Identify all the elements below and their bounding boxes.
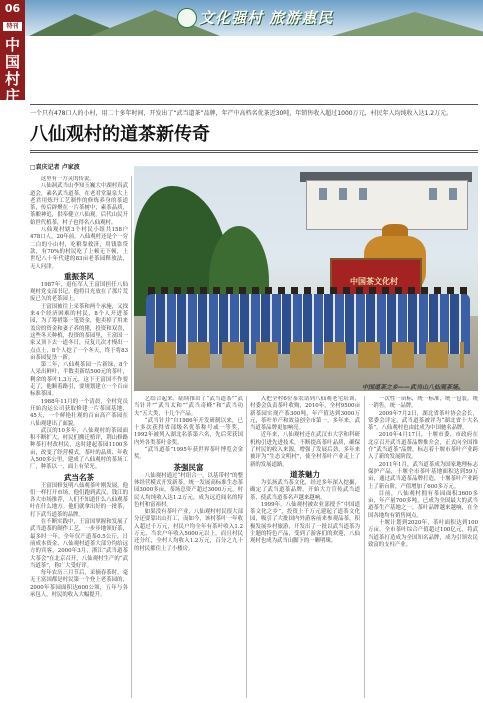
subheading: 武当名茶 bbox=[64, 472, 94, 482]
lead-summary: 一个只有478口人的小村，用二十多年时间，开发出了“武当道茶”品牌，年产中高档名优茶近30吨，年销售收入超过1000万元，村民年人均纯收入达1.2万元。 bbox=[30, 110, 453, 117]
paragraph: 如果没有茶叶产业，八仙观村村民很大部分还要靠出山打工，而如今，该村茶叶一年收入超过千万元，村民户均全年有茶叶收入1.2万元，当农户年收入5000元以上，而且村民还分红，全村人均收入1.2万元，百分之九十的村民都住上了小楼房。 bbox=[134, 509, 243, 552]
paragraph: 王富国修复明八仙观茶叶刚发展，他们一样打开市场，他们跑到武汉、钱江的各大市场推荐，人们不知道什么八仙观茶叶在什么地方。他们就拿出好的一批茶，打下武当道茶的品牌。 bbox=[30, 482, 128, 518]
subheading: 茶强民富 bbox=[173, 462, 204, 472]
paragraph: 1988年11月的一个清晨，全村党员开始沟运公司获取修建一片茶园基地，45天，一个鲜艳壮观的百亩高产茶园在八仙观建出了面貌。 bbox=[30, 398, 128, 427]
banner-title: 文化强村 旅游惠民 bbox=[199, 9, 334, 27]
paragraph: 八仙观村辖3个村民小组共158户478口人，20年前，八仙观村还是个一穷二白的小山村，吃粮靠救济，用钱靠贷款，有70%的村民吃了上顿无下顿，上世纪八十年代建的83亩老茶园释放法，无人问津。 bbox=[30, 227, 128, 270]
subheading: 道茶魅力 bbox=[290, 469, 320, 479]
paragraph: 十堰计划到2020年，茶叶面积达到100万亩，全市茶叶综合产值超过100亿元，将武当道茶打造成为全国知名品牌，成为引领农民致富的支柱产业。 bbox=[368, 520, 478, 548]
paragraph: 目前，八仙观村拥有茶园面积3600多亩，年产量700多吨，已成为全国最大的武当道茶生产基地之一，茶叶品牌越来越响，在全国各地均有销售网点。 bbox=[368, 490, 478, 519]
photo-window bbox=[449, 188, 457, 200]
paragraph: 2010年4月17日，十堰市委、市政府在北京召开武当道茶品牌推介会，正式向全国推介“武当道茶”品牌，标志着十堰市茶叶产业跨入了新的发展阶段。 bbox=[368, 432, 478, 461]
column-divider bbox=[246, 396, 247, 698]
byline: □袁庆记者 卢家波 bbox=[30, 164, 80, 171]
paragraph: 近年来，八仙观村还在武汉市大学和科研机构引进先进技术，不断提高茶叶品质，确保了村民的收入来源，增强了发展后劲，多年来被评为“生态文明村”，使全村茶叶产业走上了新的发展道路。 bbox=[250, 432, 360, 468]
text-column-3 bbox=[250, 396, 360, 698]
article-photo bbox=[134, 166, 478, 391]
banner-mountain-right bbox=[325, 12, 483, 36]
paragraph: 八仙观村通过“村组合一，以基带村”的整体经营模式开发新茶，统一发展高标准生态茶园3000多亩，茶场总资产超过3000万元，村民人均纯收入达1.2万元，成为远近闻名的特色村和富裕村。 bbox=[134, 472, 243, 508]
photo-sign-text: 中国茶文化村 bbox=[350, 276, 398, 286]
banner-logo-icon bbox=[177, 8, 197, 28]
photo-building bbox=[306, 180, 468, 230]
paragraph: 王富国被往上采茶和两个承施，又找来4个经济困难的村民，8个人开进茶园，为了筹措第一笔资金，他卖掉了用来盖房的资金和妻子养的猪，投资和双喜，这些冬天种植，投资的茶园里，王富国一家又顶下去一道冬日，反复几次才慢出一点点土，8个人挖了一个冬天，终于将83亩茶园复垦一新。 bbox=[30, 303, 128, 361]
subheading: 重振茶风 bbox=[64, 271, 94, 281]
text-column-4 bbox=[368, 396, 478, 698]
page-number: 06 bbox=[4, 2, 21, 15]
text-column-1 bbox=[30, 176, 128, 698]
photo-window bbox=[429, 188, 437, 200]
column-name: 中国村庄 bbox=[4, 36, 20, 105]
divider-headline-double bbox=[30, 152, 478, 153]
paragraph: 武汉的10多年，八仙观村的茶园面积不断扩大，村民们搬迁植评，荆山修路种茶打村改村民，这时建起茶园1100多亩，改变了经营模式，茶叶的品质、年收入500多公里，建成了八仙观村的茶场工厂，种茶以一，面上有荣光。 bbox=[30, 427, 128, 471]
photo-window bbox=[359, 188, 367, 200]
header-banner bbox=[25, 0, 483, 36]
column-divider bbox=[131, 176, 132, 698]
paragraph: “武当针井”自1986年开发研制以来，已十多次获得省部级名优茶称号或一等奖，1992年被列入湖北名茶第六名，先后荣获国内外各类茶叶金奖。 bbox=[134, 417, 243, 446]
paragraph: 八仙洞武当山李知玉巍大中湖村真武道会，素名武当道茶，在老君堂温泉大上老君用炼丹工艺制作的修炼养身的茶道茶，传后辟聚在一片茶树中，素茶品质，茶酿神追，供奉健立八仙观。后代山民开始世代植茶，村子也得名八仙观村。 bbox=[30, 183, 128, 226]
paragraph: 艺结合起来，陆续推出了“武当道茶”“武当针井”“武当太和”“武当奇峰”和“武当功夫”五大类，十几个产品。 bbox=[134, 396, 243, 417]
paragraph: 一次性一亩标，统一标准，统一包装，统一销售，统一品牌。 bbox=[368, 396, 478, 410]
column-divider bbox=[364, 396, 365, 698]
paragraph: 2009年7月2日，湖北省茶叶协会会长，常委会评定，武当道茶被评为“湖北省十大名茶”，八仙观村也由此成为中国驰名品牌。 bbox=[368, 410, 478, 432]
text-column-2 bbox=[134, 396, 243, 698]
paragraph: 1987年，退伍军人王富国担任八仙观村党支部书记，他将目光放在了那片荒废已久的老茶园上。 bbox=[30, 281, 128, 303]
paragraph: 1999年，八仙观村被农业部授予“中国道茶文化之乡”，投资上千万元建起了道茶文化园，吸引了大批国内外游客前来参观品茶，积极发展乡村旅游，开发出了一批以武当道茶为主题的特色产品，受到了游客们的欢迎，八仙观村也成为武当山脚下的一颗明珠。 bbox=[250, 501, 360, 545]
paragraph: 2011年1月，武当道茶成为国家地理标志保护产品，十堰全市茶叶基地面积达到59万亩，通过武当道茶品牌打造，十堰茶叶产业跨上了新台阶，产值增加了600多万元。 bbox=[368, 461, 478, 490]
paragraph: 每年农历三月节后，采摘春茶时，毫无王富国都是村民第一个登上老茶园的，2000年茶园面积达600公顷，五年与各承包人，村民的收入大幅提升。 bbox=[30, 570, 128, 599]
paragraph: 这里有一方灵的传说。 bbox=[40, 176, 95, 182]
divider-headline bbox=[30, 150, 478, 151]
paragraph: 第二年，八仙观茶园一片新绿，8个人采出鲜叶，半数卖新结500元的茶叶，剩余的茶叶1.3万元，这下王富国不作要走了，他顺着路引，要规划建立一个百亩标准茶园。 bbox=[30, 362, 128, 398]
paragraph: 入把全村6位茶农请到八仙观老宅培训，村委会负责茶叶收购，2010年，全村9500亩新茶园实现产茶300吨，年产值达到3000万元，茶叶单产和效益创全市第一，多年来，武当道茶品牌更加响亮。 bbox=[250, 396, 360, 432]
paragraph: 为弘扬武当茶文化，经过多年深入挖掘，确定了武当道茶品牌，开始大力宣传武当道茶，使武当道茶名声越来越响。 bbox=[250, 479, 360, 501]
photo-caption: 中国道茶之乡——武当山八仙观茶场。 bbox=[362, 384, 465, 391]
photo-window bbox=[319, 188, 327, 200]
photo-window bbox=[339, 188, 347, 200]
divider-top bbox=[30, 104, 478, 105]
paragraph: 在不断实践中，王富国掌握和发展了武当道茶的制作工艺，一步步地领好茶，最多时一年，全年仅产道茶0.5公斤，日前成本资金，八仙观村道茶大部分均给远方的宾客，2000年3月，浙江“武当道茶大茶会”在北京召开，八仙观村生产的“武当道茶”，称广大受好评。 bbox=[30, 519, 128, 569]
article-headline: 八仙观村的道茶新传奇 bbox=[30, 124, 210, 145]
paragraph: “武当道茶”1995年获世界茶叶博览会金奖。 bbox=[134, 447, 243, 461]
section-label: 特刊 bbox=[3, 22, 22, 31]
photo-tea-baskets bbox=[154, 342, 464, 368]
